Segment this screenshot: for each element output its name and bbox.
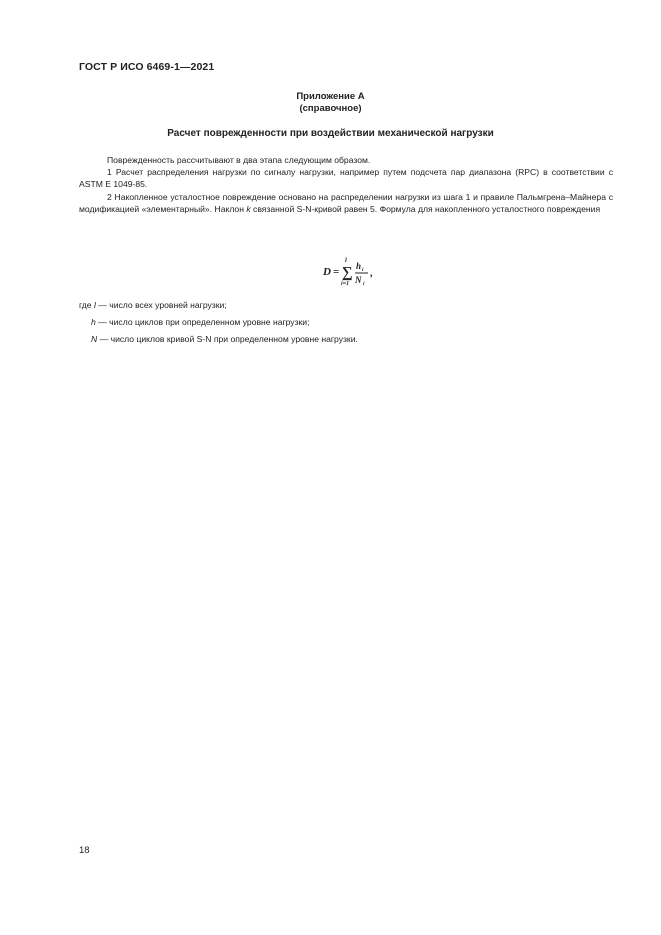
definition-n-variable: N (91, 334, 98, 344)
formula-sum: ∑ (342, 265, 353, 281)
formula-upper-limit: l (345, 257, 347, 264)
definition-l (79, 299, 227, 311)
definition-n-text: — число циклов кривой S-N при определенном уровне нагрузки. (97, 334, 358, 344)
paragraph-step-2-part-a: 2 Накопленное усталостное повреждение основано на распределении нагрузки из шага 1 и правиле Пальмгрена–Майнера с модификацией «элементарный». Наклон (79, 192, 613, 215)
definition-h (91, 316, 309, 328)
formula-trailing-comma: , (370, 268, 373, 279)
damage-formula (322, 254, 384, 288)
appendix-note: (справочное) (299, 103, 362, 114)
paragraph-step-2-part-b: связанной S-N-кривой равен 5. Формула для накопленного усталостного повреждения (250, 204, 601, 215)
paragraph-intro: Поврежденность рассчитывают в два этапа следующим образом. (107, 155, 371, 165)
definition-l-text: — число всех уровней нагрузки; (95, 300, 227, 310)
page-number: 18 (79, 845, 90, 856)
paragraph-step-2 (79, 191, 613, 216)
definition-h-text: — число циклов при определенном уровне нагрузки; (95, 317, 310, 327)
definition-h-variable: h (91, 317, 96, 327)
formula-numerator-sub: i (362, 267, 364, 273)
formula-lower-limit: i=1 (341, 281, 350, 287)
formula-denominator-sub: i (363, 281, 365, 287)
definition-n (91, 333, 358, 345)
appendix-title: Приложение А (296, 91, 365, 102)
formula-equals: = (333, 266, 340, 278)
definition-prefix: где (79, 300, 94, 310)
formula-denominator: N (355, 275, 362, 285)
section-title: Расчет поврежденности при воздействии механической нагрузки (167, 128, 494, 139)
formula-numerator: h (356, 261, 362, 271)
slope-variable: k (246, 204, 251, 215)
paragraph-step-1: 1 Расчет распределения нагрузки по сигналу нагрузки, например путем подсчета пар диапазона (RPC) в соответствии с ASTM E 1049-85. (79, 167, 613, 190)
definition-l-variable: l (93, 300, 96, 310)
document-code-header: ГОСТ Р ИСО 6469-1—2021 (79, 61, 215, 73)
formula-lhs: D (323, 266, 331, 278)
